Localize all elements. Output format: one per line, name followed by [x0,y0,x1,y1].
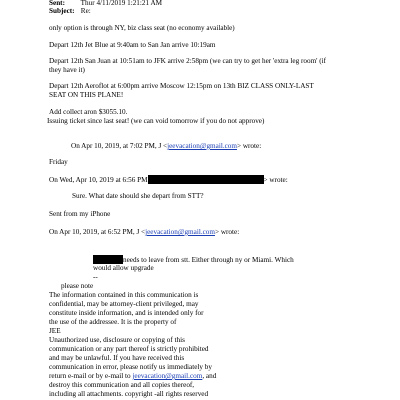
body-line1: only option is through NY, biz class seat (no economy available) [49,24,235,32]
disclaimer-line: destroy this communication and all copies thereof, [49,381,195,389]
disclaimer-email-link[interactable]: jeevacation@gmail.com [132,372,203,380]
disclaimer-line: communication in error, please notify us immediately by [49,363,212,371]
quote3-email-link[interactable]: jeevacation@gmail.com [145,228,215,236]
itinerary-1: Depart 12th Jet Blue at 9:40am to San Jan arrive 10:19am [49,41,216,49]
subject-value: Re: [80,7,91,15]
quote3-header: On Apr 10, 2019, at 6:52 PM, J <jeevacation@gmail.com> wrote: [49,228,240,236]
disclaimer-line: Unauthorized use, disclosure or copying of this [49,336,185,344]
quote2-header: On Wed, Apr 10, 2019 at 6:56 PM > wrote: [49,176,288,184]
quote1-header: On Apr 10, 2019, at 7:02 PM, J <jeevacation@gmail.com> wrote: [71,142,262,150]
sent-from-iphone: Sent from my iPhone [49,210,111,218]
disclaimer-line: The information contained in this communication is [49,291,199,299]
subject-label: Subject: [49,7,75,15]
disclaimer-line: confidential, may be attorney-client privileged, may [49,300,199,308]
disclaimer-line: return e-mail or by e-mail to jeevacation@gmail.com, and [49,372,217,380]
disclaimer-line: and may be unlawful. If you have received this [49,354,185,362]
sent-value: Thur 4/11/2019 1:21:21 AM [80,0,163,7]
quote3-line2: would allow upgrade [93,264,154,272]
subject-header [49,7,91,15]
quote1-text: Friday [49,158,68,166]
itinerary-3b: SEAT ON THIS PLANE! [49,91,124,99]
disclaimer-line: the use of the addressee. It is the property of [49,318,177,326]
quote3-dashes: -- [93,273,98,281]
itinerary-3a: Depart 12th Aeroflot at 6:00pm arrive Moscow 12:15pm on 13th BIZ CLASS ONLY-LAST [49,82,314,90]
issuing-line: Issuing ticket since last seat! (we can void tomorrow if you do not approve) [47,117,265,125]
quote3-line1: needs to leave from stt. Either through ny or Miami. Which [93,255,294,264]
itinerary-2b: they have it) [49,66,85,74]
sent-header [49,0,162,7]
disclaimer-line: including all attachments. copyright -all rights reserved [49,390,209,398]
quote3-please-note: please note [61,282,94,290]
redaction-bar [148,175,264,184]
redaction-bar [93,255,123,264]
disclaimer-line: JEE [49,327,61,335]
collect-line: Add collect aron $3055.10. [49,108,128,116]
itinerary-2a: Depart 12th San Juan at 10:51am to JFK arrive 2:58pm (we can try to get her 'extra leg room' (if [49,57,327,65]
sent-label: Sent: [49,0,65,7]
disclaimer-line: constitute inside information, and is intended only for [49,309,204,317]
quote2-text: Sure. What date should she depart from STT? [72,192,204,200]
quote1-email-link[interactable]: jeevacation@gmail.com [167,142,237,150]
disclaimer-line: communication or any part thereof is strictly prohibited [49,345,209,353]
